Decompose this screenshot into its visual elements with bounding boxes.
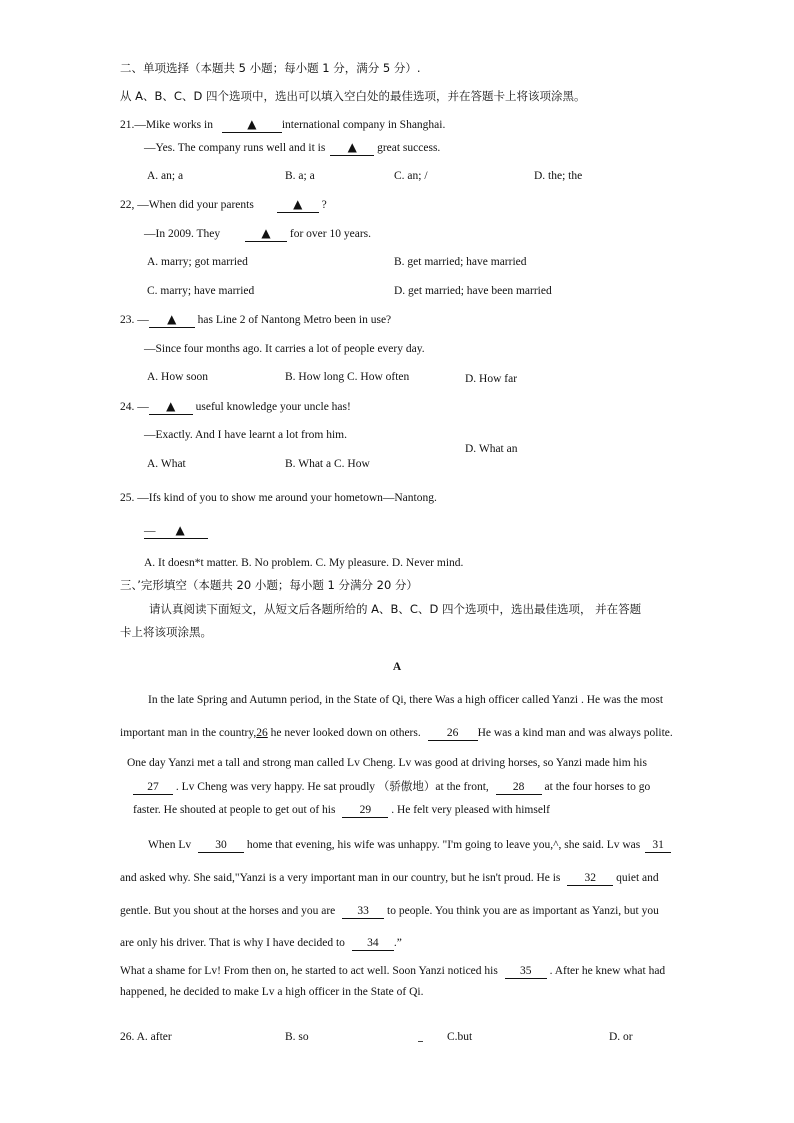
- q21-option-a: A. an; a: [147, 170, 184, 182]
- q23-stem-a: 23. —: [120, 314, 149, 326]
- q22-blank1: [277, 197, 319, 213]
- p1-blank-26-inline: 26: [256, 727, 268, 739]
- p3-blank-33: 33: [342, 904, 384, 919]
- q24-line1: [120, 399, 351, 415]
- q24-stem-b: useful knowledge your uncle has!: [195, 401, 351, 413]
- q22-option-c: C. marry; have married: [147, 285, 255, 297]
- section3-instruction-line2: 卡上将该项涂黑。: [120, 625, 212, 639]
- passage-p2-line1: One day Yanzi met a tall and strong man called Lv Cheng. Lv was good at driving horses, so Yanzi made him his: [127, 757, 647, 769]
- p4-text-b: . After he knew what had: [549, 965, 666, 977]
- p2-text-b: at the four horses to go: [544, 781, 651, 793]
- q25-dash: —: [144, 525, 156, 537]
- q24-option-d: D. What an: [465, 443, 518, 455]
- q22-option-b: B. get married; have married: [394, 256, 527, 268]
- p3-text-d: quiet and: [616, 872, 659, 884]
- passage-p1-line2: [120, 725, 673, 741]
- q23-option-a: A. How soon: [147, 371, 209, 383]
- q21-reply-b: great success.: [377, 142, 441, 154]
- q21-reply-a: —Yes. The company runs well and it is: [144, 142, 326, 154]
- q21-line2: [144, 140, 440, 156]
- p2-text-d: . He felt very pleased with himself: [391, 804, 550, 816]
- q21-option-d: D. the; the: [534, 170, 583, 182]
- q22-blank2: [245, 226, 287, 242]
- q24-line2: —Exactly. And I have learnt a lot from him.: [144, 429, 348, 441]
- q21-option-c: C. an; /: [394, 170, 428, 182]
- q22-line2: [144, 226, 371, 242]
- triangle-marker-icon: ▲: [166, 399, 176, 413]
- q21-stem-a: 21.—Mike works in: [120, 119, 213, 131]
- triangle-marker-icon: ▲: [261, 226, 271, 240]
- triangle-marker-icon: ▲: [247, 117, 257, 131]
- triangle-marker-icon: ▲: [167, 312, 177, 326]
- passage-p3-line2: [120, 870, 659, 886]
- q25-blank: [144, 523, 208, 539]
- q22-line1: [120, 197, 327, 213]
- section3-title: 三、’完形填空（本题共 20 小题；每小题 1 分满分 20 分）: [120, 578, 418, 592]
- p1-text-c: He was a kind man and was always polite.: [477, 727, 673, 739]
- stray-mark: [418, 1041, 423, 1042]
- passage-p4-line1: [120, 963, 665, 979]
- section3-instruction-line1: 请认真阅读下面短文，从短文后各题所给的 A、B、C、D 四个选项中，选出最佳选项， 并在答题: [149, 602, 642, 616]
- p3-text-b: home that evening, his wife was unhappy. "I'm going to leave you,^, she said. Lv was: [246, 839, 641, 851]
- q25-options: A. It doesn*t matter. B. No problem. C. My pleasure. D. Never mind.: [144, 557, 464, 569]
- p2-blank-28: 28: [496, 780, 542, 795]
- p1-text-a: important man in the country,: [120, 727, 257, 739]
- passage-heading: A: [392, 661, 402, 673]
- p2-blank-27: 27: [133, 780, 173, 795]
- triangle-marker-icon: ▲: [347, 140, 357, 154]
- p3-blank-30: 30: [198, 838, 244, 853]
- q24-blank: [149, 399, 193, 415]
- p3-blank-31: 31: [645, 838, 671, 853]
- q23-option-d: D. How far: [465, 373, 518, 385]
- q22-option-d: D. get married; have been married: [394, 285, 552, 297]
- passage-p2-line3: [133, 802, 550, 818]
- p3-text-g: are only his driver. That is why I have decided to: [120, 937, 345, 949]
- p3-blank-34: 34: [352, 936, 394, 951]
- q21-option-b: B. a; a: [285, 170, 315, 182]
- p3-text-e: gentle. But you shout at the horses and you are: [120, 905, 336, 917]
- p3-text-f: to people. You think you are as important as Yanzi, but you: [387, 905, 659, 917]
- p2-blank-29: 29: [342, 803, 388, 818]
- q26-option-b: B. so: [285, 1031, 309, 1043]
- q24-stem-a: 24. —: [120, 401, 149, 413]
- p3-text-c: and asked why. She said,"Yanzi is a very important man in our country, but he isn't proud. He is: [120, 872, 561, 884]
- q23-blank: [149, 312, 195, 328]
- q23-option-bc: B. How long C. How often: [285, 371, 410, 383]
- section2-instruction: 从 A、B、C、D 四个选项中，选出可以填入空白处的最佳选项，并在答题卡上将该项涂黑。: [120, 89, 586, 103]
- q23-stem-b: has Line 2 of Nantong Metro been in use?: [197, 314, 392, 326]
- q22-stem-b: ?: [321, 199, 327, 211]
- p1-blank-26: 26: [428, 726, 478, 741]
- p3-text-h: .”: [393, 937, 402, 949]
- q24-option-bc: B. What a C. How: [285, 458, 370, 470]
- q21-blank1: [222, 117, 282, 133]
- q25-line1: 25. —Ifs kind of you to show me around your hometown—Nantong.: [120, 492, 437, 504]
- p2-text-c: faster. He shouted at people to get out of his: [133, 804, 336, 816]
- q21-line1: [120, 117, 445, 133]
- p1-text-b: he never looked down on others.: [267, 727, 421, 739]
- q24-option-a: A. What: [147, 458, 186, 470]
- q22-reply-a: —In 2009. They: [144, 228, 221, 240]
- q26-option-a: 26. A. after: [120, 1031, 172, 1043]
- passage-p3-line3: [120, 903, 659, 919]
- passage-p3-line4: [120, 935, 402, 951]
- p2-text-a: . Lv Cheng was very happy. He sat proudly （骄傲地）at the front,: [175, 781, 489, 793]
- q25-line2: [144, 523, 208, 539]
- p3-text-a: When Lv: [148, 839, 192, 851]
- q23-line1: [120, 312, 391, 328]
- passage-p3-line1: [148, 837, 671, 853]
- p4-text-a: What a shame for Lv! From then on, he started to act well. Soon Yanzi noticed his: [120, 965, 498, 977]
- q21-blank2: [330, 140, 374, 156]
- q22-stem-a: 22, —When did your parents: [120, 199, 254, 211]
- passage-p1-line1: In the late Spring and Autumn period, in the State of Qi, there Was a high officer called Yanzi . He was the most: [148, 694, 664, 706]
- p3-blank-32: 32: [567, 871, 613, 886]
- q21-stem-b: international company in Shanghai.: [281, 119, 446, 131]
- p4-blank-35: 35: [505, 964, 547, 979]
- passage-p4-line2: happened, he decided to make Lv a high officer in the State of Qi.: [120, 986, 424, 998]
- q22-reply-b: for over 10 years.: [289, 228, 371, 240]
- section2-title: 二、单项选择（本题共 5 小题；每小题 1 分，满分 5 分）.: [120, 61, 421, 75]
- q22-option-a: A. marry; got married: [147, 256, 248, 268]
- passage-p2-line2: [133, 779, 650, 795]
- q23-line2: —Since four months ago. It carries a lot of people every day.: [144, 343, 425, 355]
- triangle-marker-icon: ▲: [293, 197, 303, 211]
- q26-option-c: C.but: [447, 1031, 473, 1043]
- q26-option-d: D. or: [609, 1031, 633, 1043]
- triangle-marker-icon: ▲: [175, 523, 185, 537]
